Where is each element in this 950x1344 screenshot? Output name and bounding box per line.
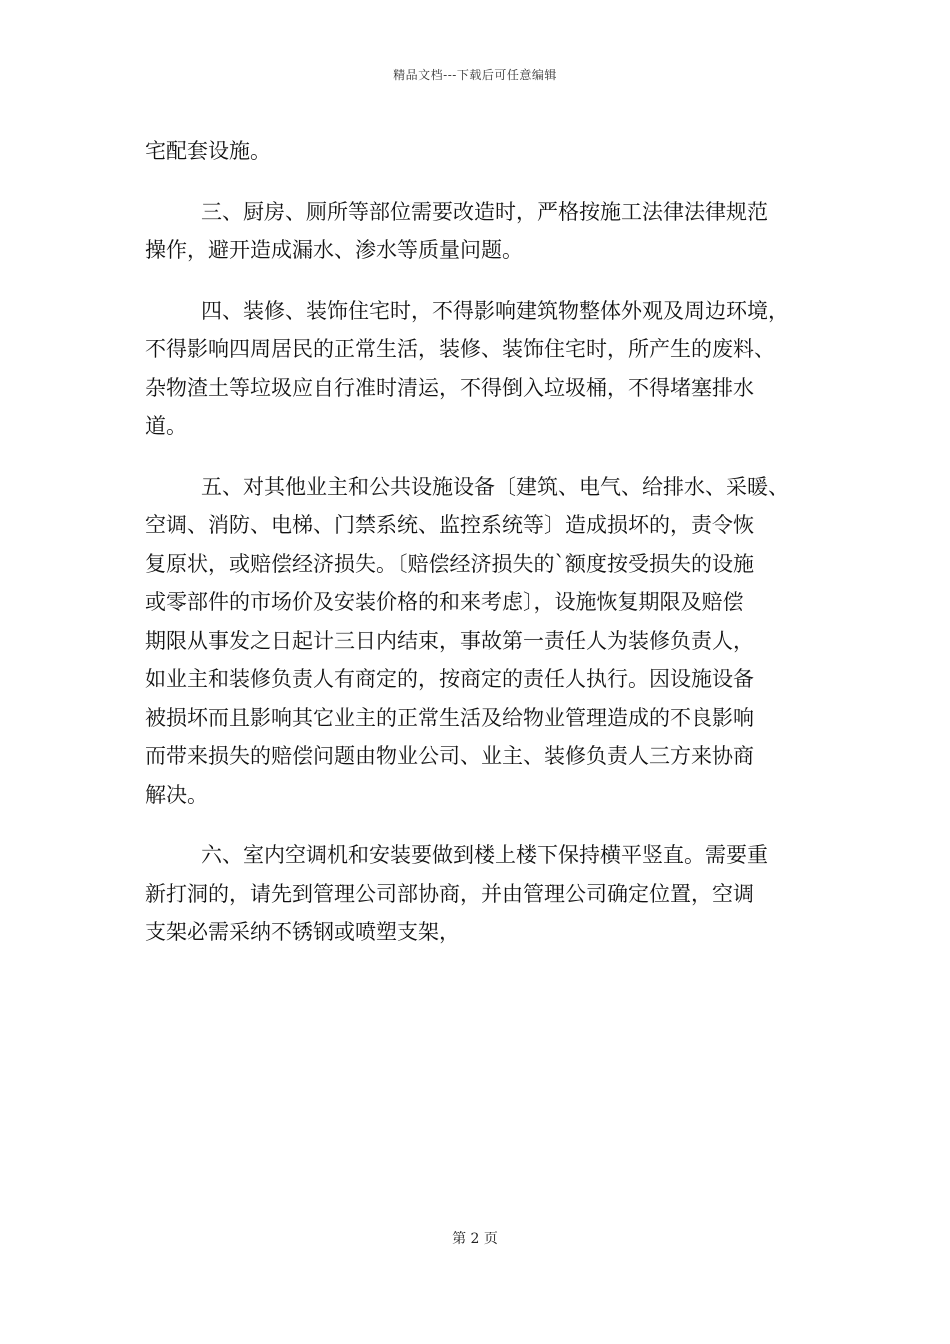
paragraph-5: [145, 836, 825, 952]
page-number: 第 2 页: [452, 1231, 498, 1247]
document-body: [145, 132, 825, 974]
paragraph-line: 三、厨房、厕所等部位需要改造时，严格按施工法律法律规范: [201, 199, 768, 224]
paragraph-line: 新打洞的，请先到管理公司部协商，并由管理公司确定位置，空调: [145, 881, 754, 906]
paragraph-line: 四、装修、装饰住宅时，不得影响建筑物整体外观及周边环境，: [201, 298, 789, 323]
paragraph-line: 而带来损失的赔偿问题由物业公司、业主、装修负责人三方来协商: [145, 744, 754, 768]
paragraph-line: 复原状，或赔偿经济损失。〔赔偿经济损失的`额度按受损失的设施: [145, 551, 754, 576]
paragraph-line: 五、对其他业主和公共设施设备〔建筑、电气、给排水、采暖、: [201, 474, 789, 499]
paragraph-3: [145, 292, 825, 446]
paragraph-line: 操作，避开造成漏水、渗水等质量问题。: [145, 238, 523, 262]
paragraph-line: 如业主和装修负责人有商定的，按商定的责任人执行。因设施设备: [145, 667, 754, 691]
paragraph-line: 宅配套设施。: [145, 139, 271, 163]
paragraph-line: 六、室内空调机和安装要做到楼上楼下保持横平竖直。需要重: [201, 843, 768, 867]
paragraph-line: 期限从事发之日起计三日内结束，事故第一责任人为装修负责人，: [145, 628, 754, 653]
paragraph-line: 空调、消防、电梯、门禁系统、监控系统等〕造成损坏的，责令恢: [145, 513, 754, 537]
paragraph-line: 解决。: [145, 782, 208, 807]
paragraph-1: [145, 132, 825, 171]
paragraph-line: 支架必需采纳不锈钢或喷塑支架，: [145, 920, 460, 944]
paragraph-line: 不得影响四周居民的正常生活，装修、装饰住宅时，所产生的废料、: [145, 337, 775, 361]
page-header: 精品文档---下载后可任意编辑: [393, 68, 557, 82]
paragraph-line: 被损坏而且影响其它业主的正常生活及给物业管理造成的不良影响: [145, 705, 754, 730]
paragraph-line: 或零部件的市场价及安装价格的和来考虑〕，设施恢复期限及赔偿: [145, 590, 744, 614]
paragraph-line: 杂物渣土等垃圾应自行准时清运，不得倒入垃圾桶，不得堵塞排水: [145, 375, 754, 400]
paragraph-2: [145, 193, 825, 270]
paragraph-line: 道。: [145, 414, 187, 438]
paragraph-4: [145, 468, 825, 815]
